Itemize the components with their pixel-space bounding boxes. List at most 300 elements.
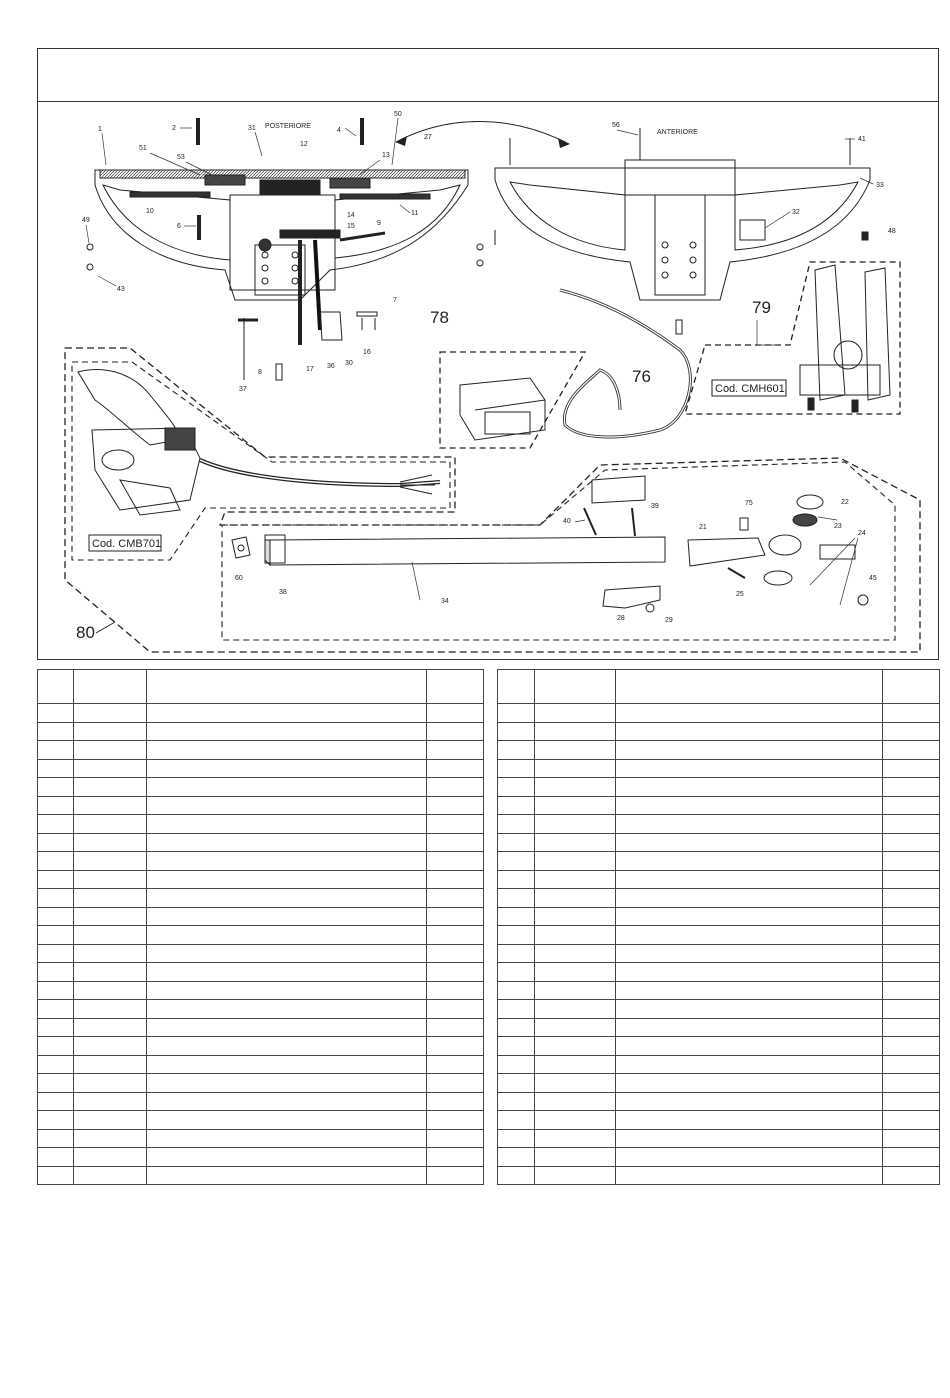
part-number: 21	[699, 524, 707, 531]
table-cell	[498, 981, 535, 1000]
table-cell	[38, 778, 74, 797]
table-row	[38, 778, 484, 797]
table-cell	[535, 852, 616, 871]
table-cell	[38, 1129, 74, 1148]
table-row	[498, 944, 940, 963]
part-number: 24	[858, 530, 866, 537]
table-cell	[616, 833, 883, 852]
table-cell	[147, 778, 427, 797]
table-cell	[535, 704, 616, 723]
table-cell	[498, 852, 535, 871]
table-row	[498, 1166, 940, 1185]
table-cell	[38, 1037, 74, 1056]
table-cell	[147, 926, 427, 945]
table-cell	[883, 1092, 940, 1111]
part-number: 53	[177, 154, 185, 161]
table-cell	[147, 815, 427, 834]
table-row	[498, 796, 940, 815]
table-cell	[427, 907, 484, 926]
table-cell	[147, 833, 427, 852]
table-cell	[883, 704, 940, 723]
table-cell	[535, 1092, 616, 1111]
table-cell	[883, 1018, 940, 1037]
table-row	[38, 1111, 484, 1130]
part-number: 41	[858, 136, 866, 143]
table-cell	[535, 963, 616, 982]
parts-table-right	[497, 669, 940, 1185]
table-row	[498, 852, 940, 871]
group-label-79: 79	[752, 298, 771, 317]
part-number: 17	[306, 366, 314, 373]
table-row	[38, 796, 484, 815]
group-label-78: 78	[430, 308, 449, 327]
table-cell	[498, 796, 535, 815]
table-cell	[616, 1129, 883, 1148]
exploded-diagram	[0, 0, 950, 670]
table-row	[38, 704, 484, 723]
table-cell	[616, 1111, 883, 1130]
table-cell	[74, 1074, 147, 1093]
table-cell	[38, 796, 74, 815]
table-cell	[38, 815, 74, 834]
table-cell	[883, 833, 940, 852]
table-row	[498, 1037, 940, 1056]
table-cell	[616, 963, 883, 982]
rear-view-label: POSTERIORE	[265, 123, 311, 130]
table-cell	[883, 926, 940, 945]
table-cell	[498, 944, 535, 963]
part-number: 12	[300, 141, 308, 148]
part-number: 15	[347, 223, 355, 230]
table-cell	[616, 1148, 883, 1167]
table-cell	[883, 870, 940, 889]
part-number: 1	[98, 126, 102, 133]
table-row	[38, 907, 484, 926]
table-cell	[427, 889, 484, 908]
table-cell	[498, 741, 535, 760]
part-number: 75	[745, 500, 753, 507]
part-number: 8	[258, 369, 262, 376]
table-cell	[535, 1055, 616, 1074]
table-cell	[427, 1037, 484, 1056]
table-cell	[38, 963, 74, 982]
table-cell	[616, 1166, 883, 1185]
table-cell	[38, 1166, 74, 1185]
table-cell	[427, 796, 484, 815]
part-number: 10	[146, 208, 154, 215]
table-row	[498, 704, 940, 723]
table-cell	[38, 1000, 74, 1019]
table-cell	[616, 1074, 883, 1093]
table-cell	[427, 981, 484, 1000]
table-row	[38, 1129, 484, 1148]
table-row	[498, 1148, 940, 1167]
table-cell	[74, 944, 147, 963]
table-cell	[38, 1055, 74, 1074]
table-cell	[427, 963, 484, 982]
table-row	[38, 1037, 484, 1056]
table-cell	[427, 1000, 484, 1019]
table-cell	[535, 759, 616, 778]
table-cell	[498, 1148, 535, 1167]
table-cell	[616, 907, 883, 926]
table-cell	[74, 1000, 147, 1019]
table-row	[38, 963, 484, 982]
table-header-row	[498, 670, 940, 704]
front-housing	[495, 128, 870, 334]
table-cell	[147, 944, 427, 963]
table-cell	[883, 852, 940, 871]
table-cell	[74, 796, 147, 815]
table-cell	[147, 852, 427, 871]
part-number: 33	[876, 182, 884, 189]
table-cell	[147, 1092, 427, 1111]
table-cell	[883, 759, 940, 778]
table-cell	[427, 1074, 484, 1093]
table-header-cell	[147, 670, 427, 704]
table-cell	[74, 889, 147, 908]
table-cell	[535, 1018, 616, 1037]
table-cell	[38, 889, 74, 908]
table-cell	[38, 926, 74, 945]
part-number: 6	[177, 223, 181, 230]
table-cell	[616, 704, 883, 723]
table-cell	[498, 963, 535, 982]
table-cell	[147, 1111, 427, 1130]
table-cell	[74, 833, 147, 852]
table-row	[498, 926, 940, 945]
code-left-label: Cod. CMB701	[92, 538, 162, 550]
table-cell	[147, 907, 427, 926]
part-number: 2	[172, 125, 176, 132]
table-cell	[883, 1037, 940, 1056]
table-cell	[427, 759, 484, 778]
table-cell	[535, 889, 616, 908]
table-cell	[147, 1129, 427, 1148]
table-cell	[616, 1092, 883, 1111]
part-number: 37	[239, 386, 247, 393]
table-cell	[427, 944, 484, 963]
table-cell	[498, 1018, 535, 1037]
table-cell	[147, 1074, 427, 1093]
part-number: 16	[363, 349, 371, 356]
table-cell	[74, 926, 147, 945]
table-cell	[74, 704, 147, 723]
table-cell	[616, 1055, 883, 1074]
table-cell	[147, 1037, 427, 1056]
part-number: 28	[617, 615, 625, 622]
table-cell	[616, 981, 883, 1000]
table-cell	[883, 796, 940, 815]
table-cell	[535, 870, 616, 889]
table-row	[38, 1148, 484, 1167]
table-cell	[616, 1018, 883, 1037]
table-cell	[38, 1148, 74, 1167]
table-cell	[38, 981, 74, 1000]
part-number: 48	[888, 228, 896, 235]
table-row	[38, 1018, 484, 1037]
part-number: 25	[736, 591, 744, 598]
table-cell	[427, 1148, 484, 1167]
table-cell	[883, 778, 940, 797]
table-cell	[883, 815, 940, 834]
table-cell	[147, 796, 427, 815]
table-header-cell	[74, 670, 147, 704]
table-cell	[498, 907, 535, 926]
table-cell	[427, 722, 484, 741]
table-cell	[616, 889, 883, 908]
table-cell	[883, 1148, 940, 1167]
table-cell	[883, 907, 940, 926]
table-cell	[38, 1111, 74, 1130]
table-cell	[616, 1037, 883, 1056]
table-cell	[74, 852, 147, 871]
table-cell	[427, 1166, 484, 1185]
table-row	[498, 815, 940, 834]
table-cell	[74, 1129, 147, 1148]
table-cell	[883, 963, 940, 982]
table-header-cell	[535, 670, 616, 704]
table-cell	[535, 926, 616, 945]
table-cell	[38, 1092, 74, 1111]
table-cell	[498, 1000, 535, 1019]
table-cell	[535, 907, 616, 926]
table-cell	[498, 778, 535, 797]
table-cell	[147, 981, 427, 1000]
table-row	[38, 1166, 484, 1185]
table-row	[498, 889, 940, 908]
table-cell	[616, 852, 883, 871]
table-cell	[883, 1166, 940, 1185]
table-row	[38, 852, 484, 871]
part-number: 45	[869, 575, 877, 582]
table-cell	[883, 722, 940, 741]
table-cell	[427, 926, 484, 945]
table-header-cell	[616, 670, 883, 704]
table-row	[38, 815, 484, 834]
table-row	[498, 1018, 940, 1037]
table-cell	[616, 1000, 883, 1019]
table-cell	[883, 1055, 940, 1074]
table-cell	[74, 759, 147, 778]
table-cell	[74, 907, 147, 926]
table-cell	[74, 1148, 147, 1167]
table-header-cell	[498, 670, 535, 704]
table-cell	[74, 1092, 147, 1111]
table-row	[498, 1111, 940, 1130]
part-number: 39	[651, 503, 659, 510]
table-header-cell	[883, 670, 940, 704]
part-number: 43	[117, 286, 125, 293]
table-cell	[74, 1111, 147, 1130]
group-label-80: 80	[76, 623, 95, 642]
table-cell	[38, 833, 74, 852]
table-row	[498, 833, 940, 852]
table-cell	[74, 1166, 147, 1185]
table-cell	[147, 889, 427, 908]
table-cell	[38, 852, 74, 871]
table-row	[498, 778, 940, 797]
table-cell	[74, 722, 147, 741]
table-cell	[74, 815, 147, 834]
table-cell	[535, 741, 616, 760]
part-number: 13	[382, 152, 390, 159]
table-cell	[498, 1092, 535, 1111]
part-number: 22	[841, 499, 849, 506]
table-cell	[535, 815, 616, 834]
part-number: 11	[411, 210, 419, 217]
part-number-labels	[82, 111, 896, 624]
table-cell	[147, 870, 427, 889]
table-cell	[427, 1092, 484, 1111]
table-row	[498, 722, 940, 741]
table-cell	[883, 1000, 940, 1019]
table-cell	[74, 1018, 147, 1037]
table-row	[38, 944, 484, 963]
table-cell	[883, 889, 940, 908]
table-row	[498, 907, 940, 926]
table-cell	[147, 704, 427, 723]
table-cell	[498, 833, 535, 852]
table-cell	[535, 778, 616, 797]
table-row	[498, 870, 940, 889]
table-cell	[616, 759, 883, 778]
table-row	[498, 963, 940, 982]
leader-lines	[86, 118, 873, 605]
part-number: 60	[235, 575, 243, 582]
table-cell	[616, 944, 883, 963]
table-cell	[74, 1055, 147, 1074]
table-cell	[535, 1111, 616, 1130]
table-cell	[616, 926, 883, 945]
table-cell	[74, 741, 147, 760]
rear-housing	[87, 118, 483, 380]
table-row	[498, 741, 940, 760]
table-cell	[498, 926, 535, 945]
table-row	[498, 759, 940, 778]
table-cell	[427, 1111, 484, 1130]
table-cell	[74, 981, 147, 1000]
table-cell	[883, 944, 940, 963]
table-cell	[535, 944, 616, 963]
table-row	[498, 1129, 940, 1148]
table-cell	[535, 1148, 616, 1167]
table-cell	[147, 741, 427, 760]
table-cell	[147, 722, 427, 741]
table-cell	[498, 722, 535, 741]
table-row	[498, 1000, 940, 1019]
table-cell	[883, 741, 940, 760]
table-row	[38, 926, 484, 945]
table-cell	[535, 1129, 616, 1148]
part-number: 14	[347, 212, 355, 219]
table-cell	[38, 907, 74, 926]
table-row	[38, 1055, 484, 1074]
table-row	[38, 1000, 484, 1019]
table-cell	[535, 833, 616, 852]
table-cell	[535, 796, 616, 815]
table-cell	[38, 704, 74, 723]
table-row	[498, 1074, 940, 1093]
table-row	[38, 1092, 484, 1111]
table-cell	[147, 1018, 427, 1037]
part-number: 56	[612, 122, 620, 129]
table-cell	[498, 1055, 535, 1074]
table-row	[38, 833, 484, 852]
part-number: 50	[394, 111, 402, 118]
table-cell	[498, 870, 535, 889]
table-cell	[498, 815, 535, 834]
front-view-label: ANTERIORE	[657, 129, 698, 136]
table-cell	[616, 796, 883, 815]
table-cell	[535, 722, 616, 741]
part-number: 23	[834, 523, 842, 530]
table-cell	[38, 759, 74, 778]
table-cell	[616, 722, 883, 741]
table-cell	[883, 1129, 940, 1148]
table-cell	[498, 1037, 535, 1056]
code-right-label: Cod. CMH601	[715, 383, 785, 395]
table-cell	[427, 870, 484, 889]
part-number: 32	[792, 209, 800, 216]
part-number: 30	[345, 360, 353, 367]
table-cell	[147, 759, 427, 778]
table-row	[38, 889, 484, 908]
table-row	[38, 722, 484, 741]
part-number: 51	[139, 145, 147, 152]
table-header-row	[38, 670, 484, 704]
part-number: 7	[393, 297, 397, 304]
parts-table-left	[37, 669, 484, 1185]
table-cell	[535, 1074, 616, 1093]
table-cell	[74, 870, 147, 889]
table-row	[38, 870, 484, 889]
table-cell	[535, 1000, 616, 1019]
table-cell	[427, 833, 484, 852]
table-cell	[616, 741, 883, 760]
part-number: 40	[563, 518, 571, 525]
table-cell	[38, 1018, 74, 1037]
table-cell	[147, 963, 427, 982]
table-cell	[427, 815, 484, 834]
table-cell	[38, 722, 74, 741]
table-cell	[147, 1166, 427, 1185]
group-label-76: 76	[632, 367, 651, 386]
table-header-cell	[427, 670, 484, 704]
table-cell	[74, 778, 147, 797]
table-cell	[498, 889, 535, 908]
table-cell	[427, 852, 484, 871]
table-header-cell	[38, 670, 74, 704]
table-cell	[616, 815, 883, 834]
table-cell	[427, 778, 484, 797]
table-cell	[616, 870, 883, 889]
table-cell	[498, 1166, 535, 1185]
table-cell	[427, 704, 484, 723]
table-cell	[498, 1074, 535, 1093]
part-number: 27	[424, 134, 432, 141]
table-row	[38, 1074, 484, 1093]
table-cell	[147, 1148, 427, 1167]
table-cell	[38, 944, 74, 963]
table-row	[38, 741, 484, 760]
table-cell	[74, 1037, 147, 1056]
table-cell	[883, 1074, 940, 1093]
table-row	[38, 759, 484, 778]
part-number: 31	[248, 125, 256, 132]
table-cell	[38, 1074, 74, 1093]
table-cell	[74, 963, 147, 982]
